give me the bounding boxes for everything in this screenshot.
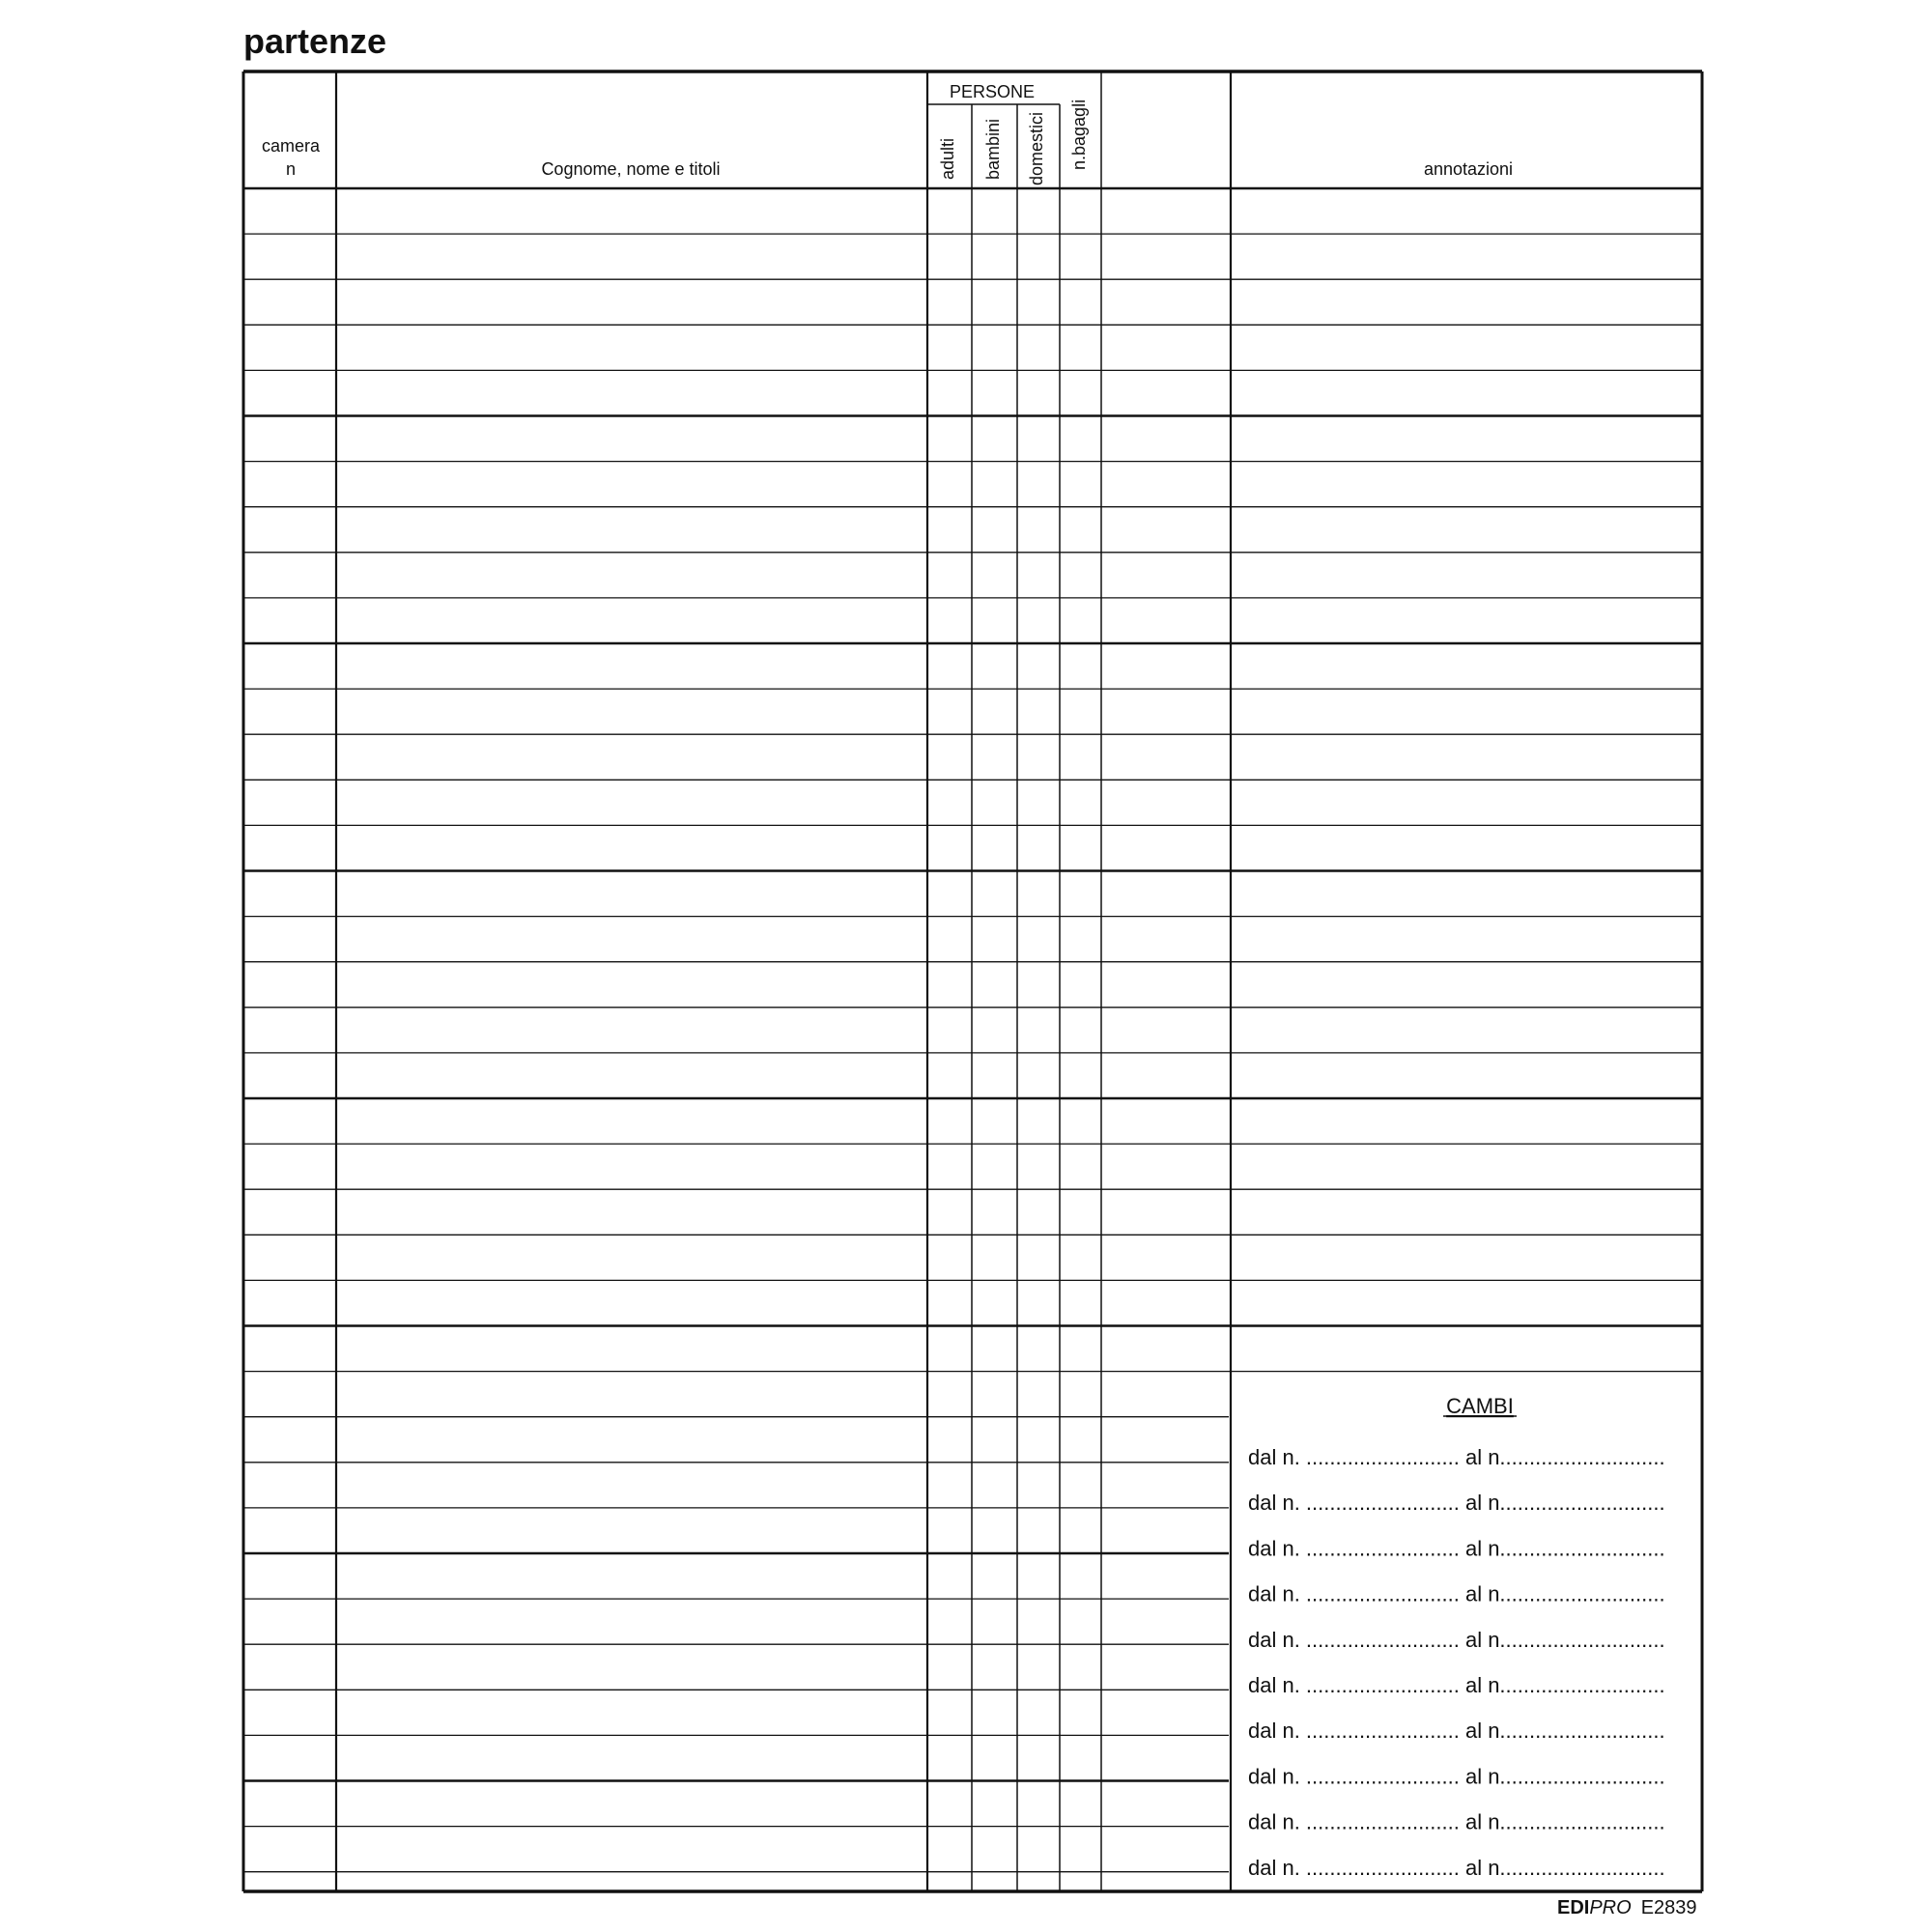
cambi-line: dal n. .......................... al n............................ [1248,1855,1665,1880]
header-persone: PERSONE [949,82,1036,101]
cambi-line: dal n. .......................... al n............................ [1248,1536,1665,1561]
header-adulti: adulti [938,137,957,180]
cambi-section [1248,1394,1665,1880]
form-code: E2839 [1640,1897,1697,1918]
brand-pro: PRO [1589,1897,1632,1918]
cambi-line: dal n. .......................... al n............................ [1248,1719,1665,1744]
header-n-bagagli: n.bagagli [1069,99,1089,170]
cambi-line: dal n. .......................... al n............................ [1248,1809,1665,1834]
header-bambini: bambini [983,118,1003,180]
cambi-line: dal n. .......................... al n............................ [1248,1764,1665,1789]
cambi-lines [1248,1445,1665,1880]
cambi-line: dal n. .......................... al n............................ [1248,1581,1665,1606]
cambi-line: dal n. .......................... al n............................ [1248,1673,1665,1697]
publisher-brand [1557,1897,1697,1919]
header-camera: camera [261,136,321,156]
cambi-title: CAMBI [1446,1394,1514,1418]
cambi-line: dal n. .......................... al n............................ [1248,1491,1665,1516]
cambi-line: dal n. .......................... al n............................ [1248,1627,1665,1652]
header-camera-n: n [285,159,297,179]
form-title: partenze [243,21,387,61]
cambi-line: dal n. .......................... al n............................ [1248,1445,1665,1469]
header-annotazioni: annotazioni [1423,159,1514,179]
table-grid [243,71,1702,1891]
header-cognome-nome-titoli: Cognome, nome e titoli [541,159,721,179]
brand-edi: EDI [1557,1897,1590,1918]
header-domestici: domestici [1027,111,1046,185]
